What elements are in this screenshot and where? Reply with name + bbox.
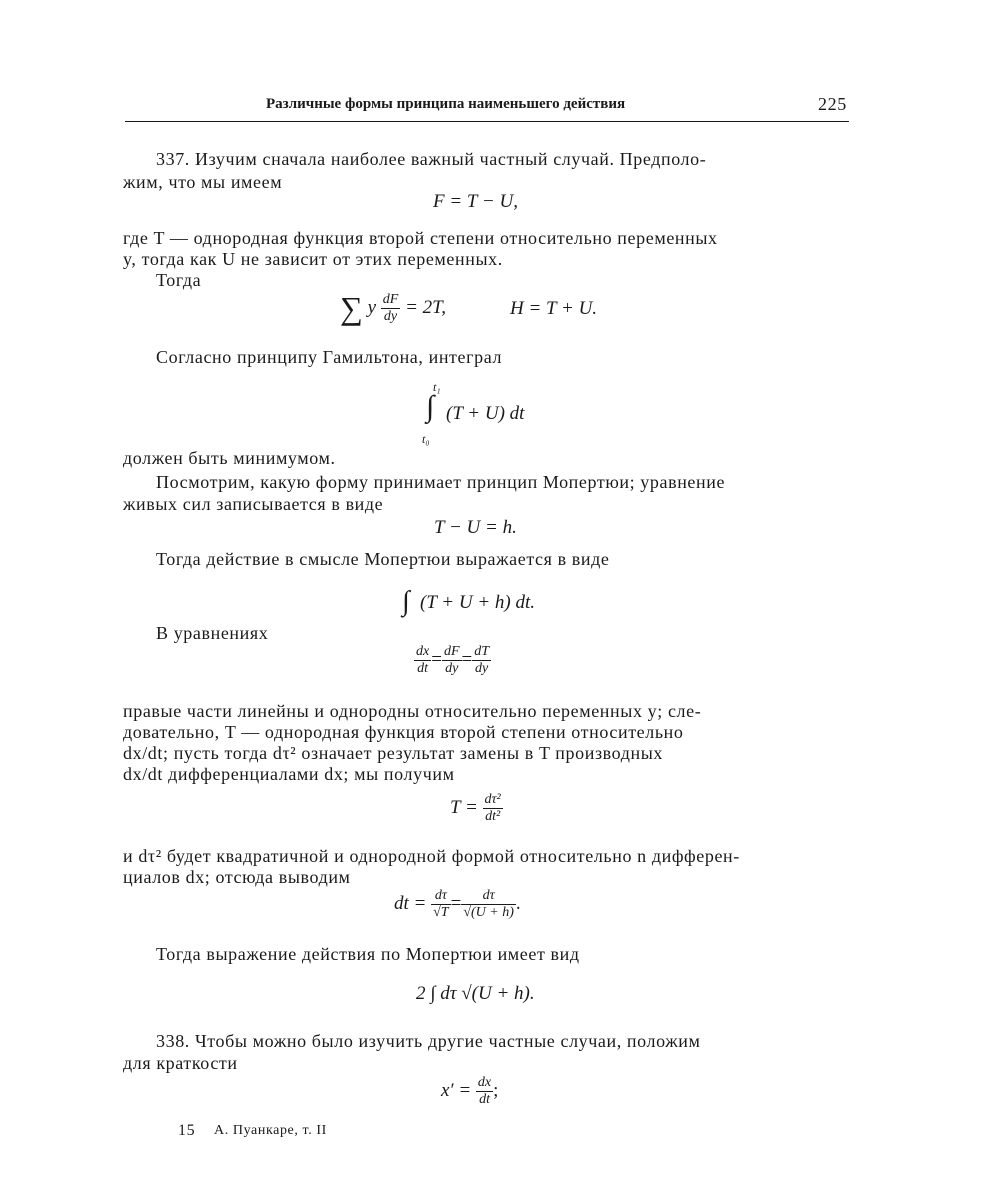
fraction-dtau-sqrtUh [461,888,516,921]
fraction-numerator: dτ² [484,792,501,807]
paragraph-10-line2: циалов dx; отсюда выводим [123,867,351,887]
paragraph-2-line1: где T — однородная функция второй степени относительно переменных [123,228,718,248]
fraction-numerator: dx [477,1075,492,1090]
fraction-numerator: dτ [461,888,516,905]
fraction-denominator: dy [445,661,459,676]
paragraph-3: Тогда [156,270,202,290]
fraction-numerator: dF [443,644,460,659]
paragraph-11: Тогда выражение действия по Мопертюи имеет вид [156,944,580,964]
paragraph-10-line1: и dτ² будет квадратичной и однородной формой относительно n дифферен- [123,846,740,866]
fraction-denominator: √T [433,905,449,920]
integral-upper-limit: t₁ [433,380,441,394]
integral-sign: ∫ [426,390,435,423]
paragraph-2-line2: y, тогда как U не зависит от этих переменных. [123,249,503,269]
fraction-dtau-sqrtT [431,888,450,921]
equation-velocity-lhs: x′ = [441,1079,472,1101]
integral-lower-limit: t₀ [422,432,430,446]
equation-velocity: x′ = $\frac{dx}{dt}$ ; [441,1075,499,1107]
fraction-denominator: dy [383,309,398,324]
paragraph-337-line1: 337. Изучим сначала наиболее важный частный случай. Предполо- [156,149,707,169]
fraction-denominator: dy [475,661,489,676]
fraction-dF-dy [442,644,462,677]
equation-dt: dt = $\frac{d\tau}{√T}$ = $\frac{d\tau}{√(U + h)}$ . [394,888,521,920]
paragraph-5: должен быть минимумом. [123,448,336,468]
sum-rhs: = 2T, [405,296,447,318]
equation-h: H = T + U. [510,298,598,319]
fraction-dx-dt [414,644,431,677]
fraction-dT-dy [472,644,491,677]
fraction-numerator: dτ [431,888,450,905]
fraction-dtau-dt [483,792,503,825]
paragraph-4: Согласно принципу Гамильтона, интеграл [156,347,503,367]
running-title: Различные формы принципа наименьшего действия [266,96,626,112]
equation-t [450,792,503,825]
header-rule [125,121,849,122]
paragraph-6-line2: живых сил записывается в виде [123,494,384,514]
signature-text: А. Пуанкаре, т. II [214,1123,327,1138]
paragraph-337-line2: жим, что мы имеем [123,172,283,192]
paragraph-9-line3: dx/dt; пусть тогда dτ² означает результат замены в T производных [123,743,664,763]
fraction-numerator: dT [474,644,490,659]
equation-sum [340,290,446,327]
paragraph-338-line1: 338. Чтобы можно было изучить другие частные случаи, положим [156,1031,701,1051]
paragraph-9-line4: dx/dt дифференциалами dx; мы получим [123,764,455,784]
sum-sign: ∑ [340,290,363,326]
integral-sign-maupertuis: ∫ [402,586,410,617]
equation-action-final: 2 ∫ dτ √(U + h). [416,983,535,1004]
fraction-denominator: dt [417,661,429,676]
equation-t-lhs: T = [450,796,478,818]
signature-mark: 15 [178,1122,196,1139]
paragraph-7: Тогда действие в смысле Мопертюи выражается в виде [156,549,610,569]
paragraph-6-line1: Посмотрим, какую форму принимает принцип Мопертюи; уравнение [156,472,726,492]
paragraph-8: В уравнениях [156,623,269,643]
page-number: 225 [818,94,847,114]
integral-hamilton: (T + U) dt [446,403,525,424]
paragraph-9-line1: правые части линейны и однородны относительно переменных y; сле- [123,701,702,721]
equation-dt-lhs: dt = [394,892,427,914]
equation-energy: T − U = h. [434,517,517,538]
equation-maupertuis-action: (T + U + h) dt. [420,592,536,613]
paragraph-9-line2: довательно, T — однородная функция второй степени относительно [123,722,684,742]
fraction-denominator: √(U + h) [463,905,514,920]
fraction-numerator: dF [382,292,399,307]
fraction-df-dy [381,292,401,325]
paragraph-338-line2: для краткости [123,1053,238,1073]
sum-variable: y [367,296,376,318]
equation-motion: $\frac{dx}{dt}$ = $\frac{dF}{dy}$ = $\frac{dT}{dy}$ [416,644,490,676]
equation-f: F = T − U, [433,191,518,212]
fraction-denominator: dt [479,1092,490,1107]
fraction-denominator: dt² [485,809,501,824]
fraction-dxi-dt [476,1075,493,1108]
fraction-numerator: dx [416,644,430,659]
